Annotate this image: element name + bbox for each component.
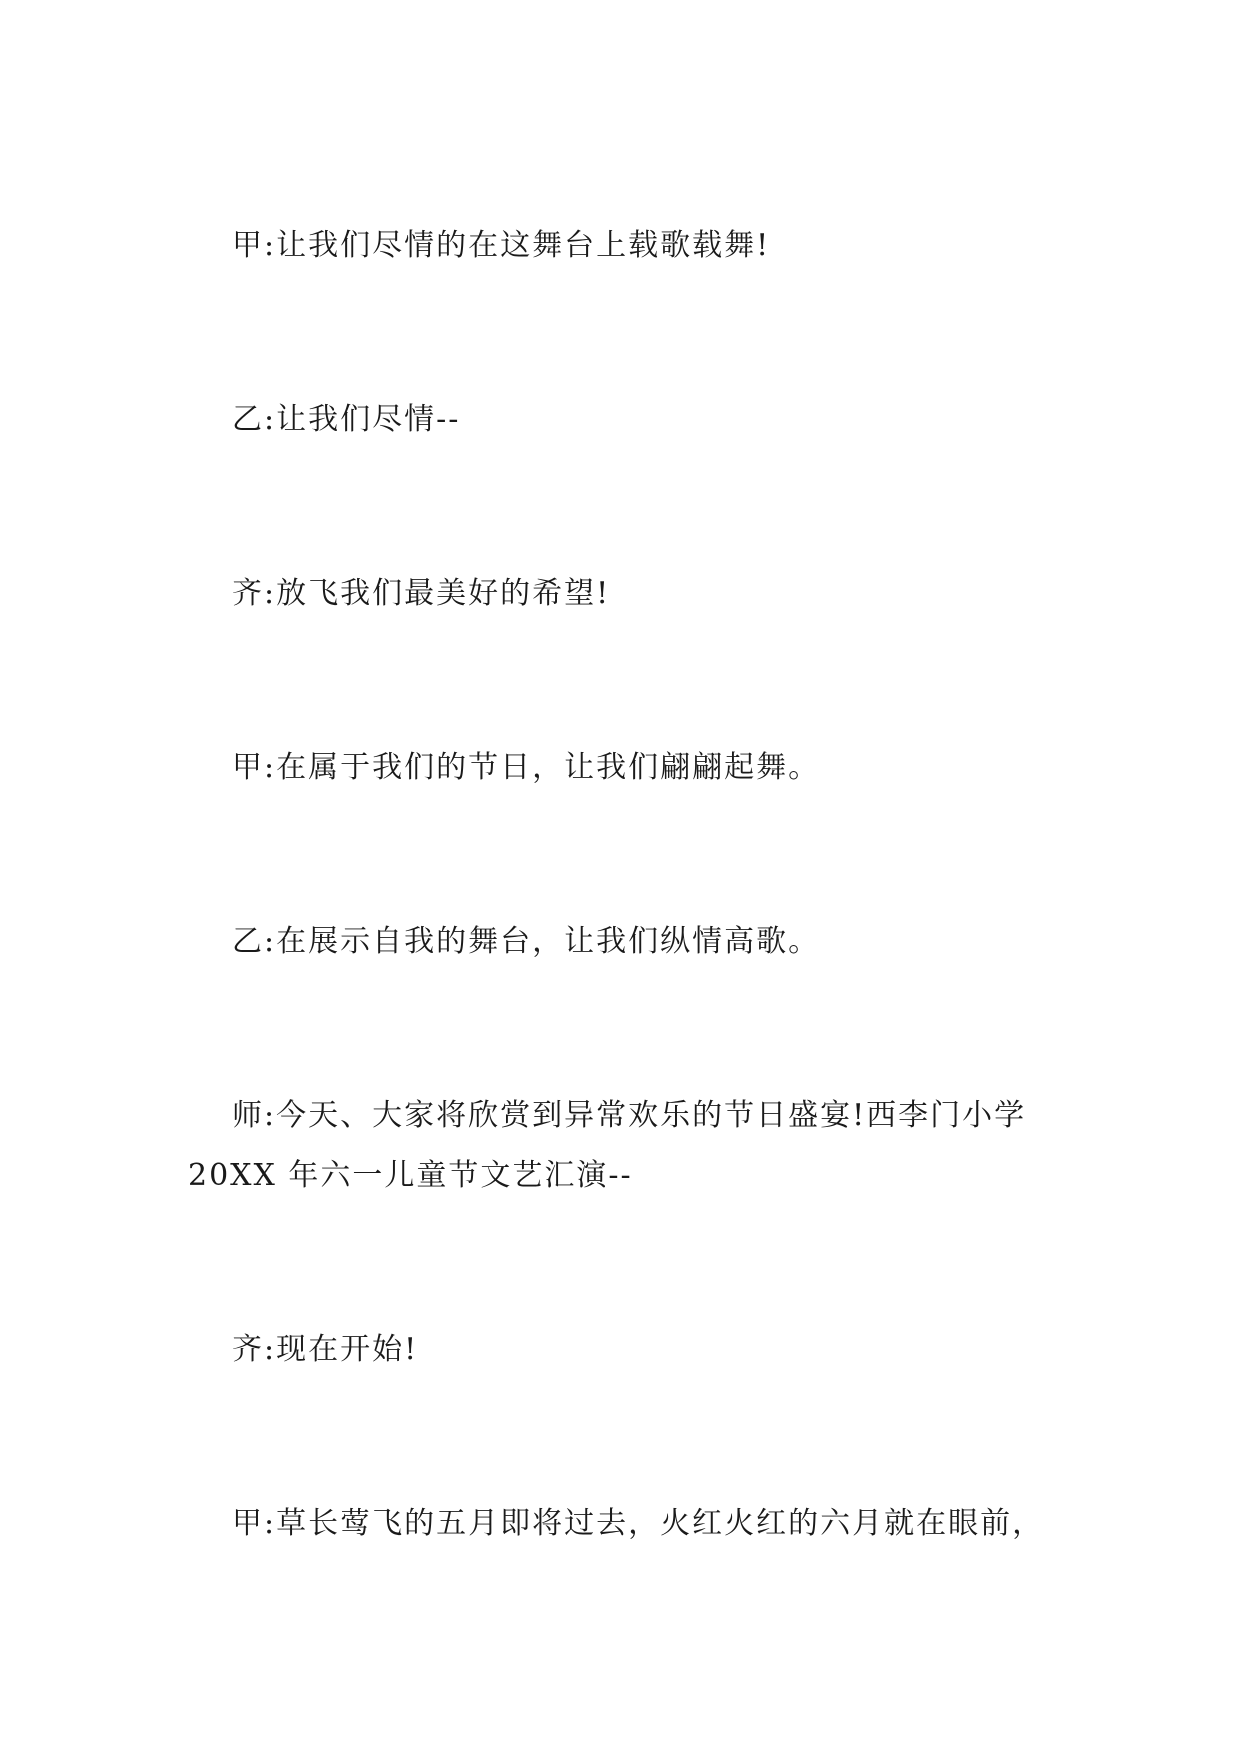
dialogue-line: 乙:让我们尽情--: [232, 402, 461, 437]
dialogue-line: 甲:草长莺飞的五月即将过去，火红火红的六月就在眼前，: [232, 1506, 1045, 1541]
dialogue-line-continuation: 20XX 年六一儿童节文艺汇演--: [188, 1158, 633, 1193]
dialogue-line: 师:今天、大家将欣赏到异常欢乐的节日盛宴!西李门小学: [232, 1098, 1027, 1133]
dialogue-line: 齐:放飞我们最美好的希望!: [232, 576, 611, 611]
dialogue-line: 乙:在展示自我的舞台，让我们纵情高歌。: [232, 924, 821, 959]
dialogue-line: 甲:在属于我们的节日，让我们翩翩起舞。: [232, 750, 821, 785]
dialogue-line: 甲:让我们尽情的在这舞台上载歌载舞!: [232, 228, 771, 263]
dialogue-line: 齐:现在开始!: [232, 1332, 419, 1367]
